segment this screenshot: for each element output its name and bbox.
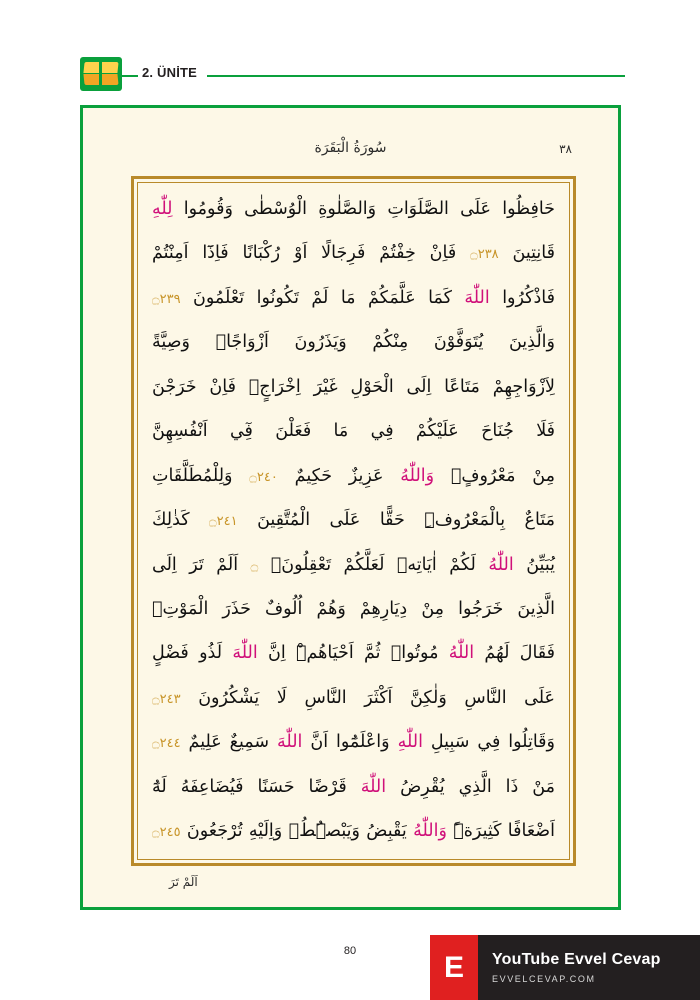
branding-title: YouTube Evvel Cevap [492, 950, 661, 968]
quran-line: حَافِظُوا عَلَى الصَّلَوَاتِ وَالصَّلٰوةِ الْوُسْطٰى وَقُومُوا لِلّٰهِ [152, 199, 555, 219]
branding-bar [430, 935, 700, 1000]
quran-line: وَقَاتِلُوا فِي سَبِيلِ اللّٰهِ وَاعْلَمُٓوا اَنَّ اللّٰهَ سَمِيعٌ عَلِيمٌ ۝٢٤٤ [152, 732, 555, 753]
quran-book-icon [80, 57, 122, 91]
branding-subtitle: EVVELCEVAP.COM [492, 973, 596, 984]
quran-line: قَانِتِينَ ۝٢٣٨ فَاِنْ خِفْتُمْ فَرِجَالًا اَوْ رُكْبَانًا فَاِذَٓا اَمِنْتُمْ [152, 243, 555, 264]
page-border-frame [80, 105, 621, 910]
branding-text [478, 950, 661, 985]
unit-title: 2. ÜNİTE [138, 65, 207, 80]
quran-line: مَنْ ذَا الَّذِي يُقْرِضُ اللّٰهَ قَرْضًا حَسَنًا فَيُضَاعِفَهُ لَهُٓ [152, 776, 555, 797]
quran-line: فَاذْكُرُوا اللّٰهَ كَمَا عَلَّمَكُمْ مَا لَمْ تَكُونُوا تَعْلَمُونَ ۝٢٣٩ [152, 287, 555, 308]
quran-line: اَضْعَافًا كَثِيرَةًۜ وَاللّٰهُ يَقْبِضُ وَيَبْصُۣطُۖ وَاِلَيْهِ تُرْجَعُونَ ۝٢٤٥ [152, 821, 555, 842]
quran-text-body [137, 182, 570, 860]
surah-name: سُورَةُ الْبَقَرَة [314, 140, 387, 156]
quran-line: يُبَيِّنُ اللّٰهُ لَكُمْ اٰيَاتِهٖ لَعَلَّكُمْ تَعْقِلُونَ۟ ۝ اَلَمْ تَرَ اِلَى [152, 554, 555, 575]
quran-line: لِاَزْوَاجِهِمْ مَتَاعًا اِلَى الْحَوْلِ غَيْرَ اِخْرَاجٍۚ فَاِنْ خَرَجْنَ [152, 376, 555, 397]
page-number: 80 [343, 945, 357, 957]
unit-header [80, 55, 625, 95]
quran-line: فَقَالَ لَهُمُ اللّٰهُ مُوتُواۖ ثُمَّ اَحْيَاهُمْۜ اِنَّ اللّٰهَ لَذُو فَضْلٍ [152, 643, 556, 664]
catchword: اَلَمْ تَرَ [169, 875, 198, 889]
quran-line: مِنْ مَعْرُوفٍۗ وَاللّٰهُ عَزِيزٌ حَكِيمٌ ۝٢٤٠ وَلِلْمُطَلَّقَاتِ [152, 465, 555, 486]
arabic-page-number: ٣٨ [559, 142, 572, 156]
quran-text-frame [131, 176, 576, 866]
quran-line: وَالَّذِينَ يُتَوَفَّوْنَ مِنْكُمْ وَيَذَرُونَ اَزْوَاجًاۚ وَصِيَّةً [152, 332, 555, 353]
quran-line: فَلَا جُنَاحَ عَلَيْكُمْ فِي مَا فَعَلْنَ فِٓي اَنْفُسِهِنَّ [152, 421, 555, 442]
quran-line: عَلَى النَّاسِ وَلٰكِنَّ اَكْثَرَ النَّاسِ لَا يَشْكُرُونَ ۝٢٤٣ [152, 687, 555, 708]
quran-line: الَّذِينَ خَرَجُوا مِنْ دِيَارِهِمْ وَهُمْ اُلُوفٌ حَذَرَ الْمَوْتِۖ [152, 598, 555, 619]
quran-line: مَتَاعٌ بِالْمَعْرُوفِۜ حَقًّا عَلَى الْمُتَّقِينَ ۝٢٤١ كَذٰلِكَ [152, 510, 555, 531]
evvel-cevap-logo-icon: E [430, 935, 478, 1000]
surah-header [83, 140, 618, 162]
